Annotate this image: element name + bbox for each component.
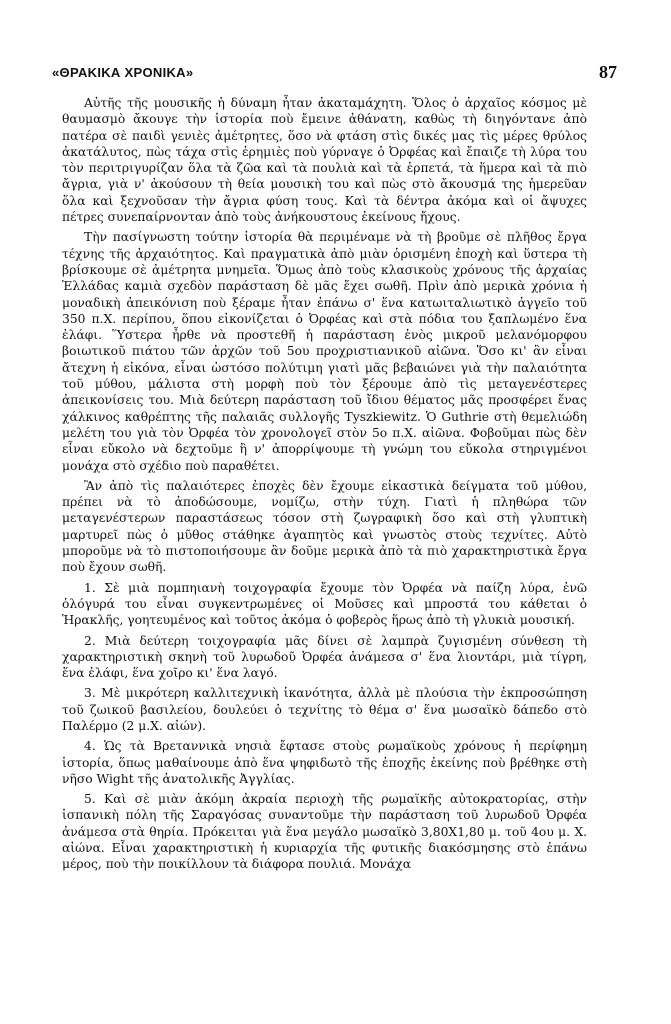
list-item-palermo-mosaic: 3. Μὲ μικρότερη καλλιτεχνικὴ ἱκανότητα, ἀλλὰ μὲ πλούσια τὴν ἐκπροσώπηση τοῦ ζωικοῦ βασιλείου, δουλεύει ὁ τεχνίτης τὸ θέμα σ' ἕνα μωσαϊκὸ δάπεδο στὸ Παλέρμο (2 μ.Χ. αἰών). [62,686,587,733]
list-item-pompeian-fresco: 1. Σὲ μιὰ πομπηιανὴ τοιχογραφία ἔχουμε τὸν Ὀρφέα νὰ παίζη λύρα, ἐνῶ ὁλόγυρά του εἶναι συγκεντρωμένες οἱ Μοῦσες καὶ μπροστά του κάθεται ὁ Ἡρακλῆς, γοητευμένος καὶ τοῦτος ἀκόμα ὁ φοβερὸς ἥρως ἀπὸ τὴ γλυκιὰ μουσική. [62,580,587,628]
list-item-wight-mosaic: 4. Ὡς τὰ Βρεταννικὰ νησιὰ ἔφτασε στοὺς ρωμαϊκοὺς χρόνους ἡ περίφημη ἱστορία, ὅπως μαθαίνουμε ἀπὸ ἕνα ψηφιδωτὸ τῆς ἐποχῆς ἐκείνης ποὺ βρέθηκε στὴ νῆσο Wight τῆς ἀνατολικῆς Ἀγγλίας. [62,739,587,786]
running-head [52,61,617,83]
paragraph-artworks-history: Τὴν πασίγνωστη τούτην ἱστορία θὰ περιμέναμε νὰ τὴ βροῦμε σὲ πλῆθος ἔργα τέχνης τῆς ἀρχαιότητος. Καὶ πραγματικὰ ἀπὸ μιὰν ὁρισμένη ἐποχὴ καὶ ὕστερα τὴ βρίσκουμε σὲ ἀμέτρητα μνημεῖα. Ὅμως ἀπὸ τοὺς κλασικοὺς χρόνους τῆς ἀρχαίας Ἑλλάδας καμιὰ σχεδὸν παράσταση δὲ μᾶς ἔχει σωθῆ. Πρὶν ἀπὸ μερικὰ χρόνια ἡ μοναδικὴ ἀπεικόνιση ποὺ ξέραμε ἦταν ἐπάνω σ' ἕνα κατωιταλιωτικὸ ἀγγεῖο τοῦ 350 π.Χ. περίπου, ὅπου εἰκονίζεται ὁ Ὀρφέας καὶ στὰ πόδια του ξαπλωμένο ἕνα ἐλάφι. Ὕστερα ἦρθε νὰ προστεθῆ ἡ παράσταση ἑνὸς μικροῦ μελανόμορφου βοιωτικοῦ πιάτου τῶν ἀρχῶν τοῦ 5ου προχριστιανικοῦ αἰῶνα. Ὅσο κι' ἂν εἶναι ἄτεχνη ἡ εἰκόνα, εἶναι ὡστόσο πολύτιμη γιατὶ μᾶς βεβαιώνει γιὰ τὴν παλαιότητα τοῦ μύθου, μάλιστα στὴ μορφὴ ποὺ τὸν ξέρουμε ἀπὸ τὶς μεταγενέστερες ἀπεικονίσεις του. Μιὰ δεύτερη παράσταση τοῦ ἴδιου θέματος μᾶς προσφέρει ἕνας χάλκινος καθρέπτης τῆς παλαιᾶς συλλογῆς Tyszkiewitz. Ὁ Guthrie στὴ θεμελιώδη μελέτη του γιὰ τὸν Ὀρφέα τὸν χρονολογεῖ στὸν 5ο π.Χ. αἰῶνα. Φοβοῦμαι πὼς δὲν εἶναι εὔκολο νὰ δεχτοῦμε ἢ ν' ἀπορρίψουμε τὴ γνώμη του εὔκολα στηριγμένοι μονάχα στὸ σχέδιο ποὺ παραθέτει. [62,230,587,473]
paragraph-later-depictions: Ἂν ἀπὸ τὶς παλαιότερες ἐποχὲς δὲν ἔχουμε εἰκαστικὰ δείγματα τοῦ μύθου, πρέπει νὰ τὸ ἀποδώσουμε, νομίζω, στὴν τύχη. Γιατὶ ἡ πληθώρα τῶν μεταγενέστερων παραστάσεως τόσον στὴ ζωγραφικὴ ὅσο καὶ στὴ γλυπτικὴ μαρτυρεῖ πὼς ὁ μῦθος στάθηκε ἀγαπητὸς καὶ γνωστὸς στοὺς τεχνίτες. Αὐτὸ μποροῦμε νὰ τὸ πιστοποιήσουμε ἂν δοῦμε μερικὰ ἀπὸ τὰ πιὸ χαρακτηριστικὰ ἔργα ποὺ ἔχουν σωθῆ. [62,478,587,575]
paragraph-orpheus-music: Αὐτῆς τῆς μουσικῆς ἡ δύναμη ἦταν ἀκαταμάχητη. Ὅλος ὁ ἀρχαῖος κόσμος μὲ θαυμασμὸ ἄκουγε τὴν ἱστορία ποὺ ἔμεινε ἀθάνατη, καθὼς τὴ διηγόντανε ἀπὸ πατέρα σὲ παιδὶ γενιὲς ἀμέτρητες, ὅσο νὰ φτάση στὶς δικές μας τὶς μέρες θρύλος ἀκατάλυτος, πὼς τάχα στὶς ἐρημιὲς ποὺ γύρναγε ὁ Ὀρφέας καὶ ἔπαιζε τὴ λύρα του τὸν περιτριγυρίζαν ὅλα τὰ ζῶα καὶ τὰ πουλιὰ καὶ τὰ ἑρπετά, τὰ ἥμερα καὶ τὰ πιὸ ἄγρια, γιὰ ν' ἀκούσουν τὴ θεία μουσικὴ του καὶ πὼς στὸ ἄκουσμά της ἡμερεῦαν ὅλα καὶ ξεχνοῦσαν τὴν ἄγρια φύση τους. Καὶ τὰ δέντρα ἀκόμα καὶ οἱ ἄψυχες πέτρες συνεπαίρνονταν ἀπὸ τοὺς ἀνήκουστους ἐκείνους ἤχους. [62,96,587,225]
list-item-second-fresco: 2. Μιὰ δεύτερη τοιχογραφία μᾶς δίνει σὲ λαμπρὰ ζυγισμένη σύνθεση τὴ χαρακτηριστικὴ σκηνὴ τοῦ λυρωδοῦ Ὀρφέα ἀνάμεσα σ' ἕνα λιοντάρι, μιὰ τίγρη, ἕνα ἐλάφι, ἕνα χοῖρο κι' ἕνα λαγό. [62,633,587,681]
page-number: 87 [599,61,617,82]
list-item-saragossa-mosaic: 5. Καὶ σὲ μιὰν ἀκόμη ἀκραία περιοχὴ τῆς ρωμαϊκῆς αὐτοκρατορίας, στὴν ἱσπανικὴ πόλη τῆς Σαραγόσας συναντοῦμε τὴν παράσταση τοῦ λυρωδοῦ Ὀρφέα ἀνάμεσα στὰ θηρία. Πρόκειται γιὰ ἕνα μεγάλο μωσαϊκὸ 3,80Χ1,80 μ. τοῦ 4ου μ. Χ. αἰώνα. Εἶναι χαρακτηριστικὴ ἡ κυριαρχία τῆς φυτικῆς διακόσμησης στὸ ἐπάνω μέρος, ποὺ τὴν ποικίλλουν τὰ διάφορα πουλιά. Μονάχα [62,792,587,872]
journal-title: «ΘΡΑΚΙΚΑ ΧΡΟΝΙΚΑ» [52,64,194,80]
body-text [62,95,587,877]
